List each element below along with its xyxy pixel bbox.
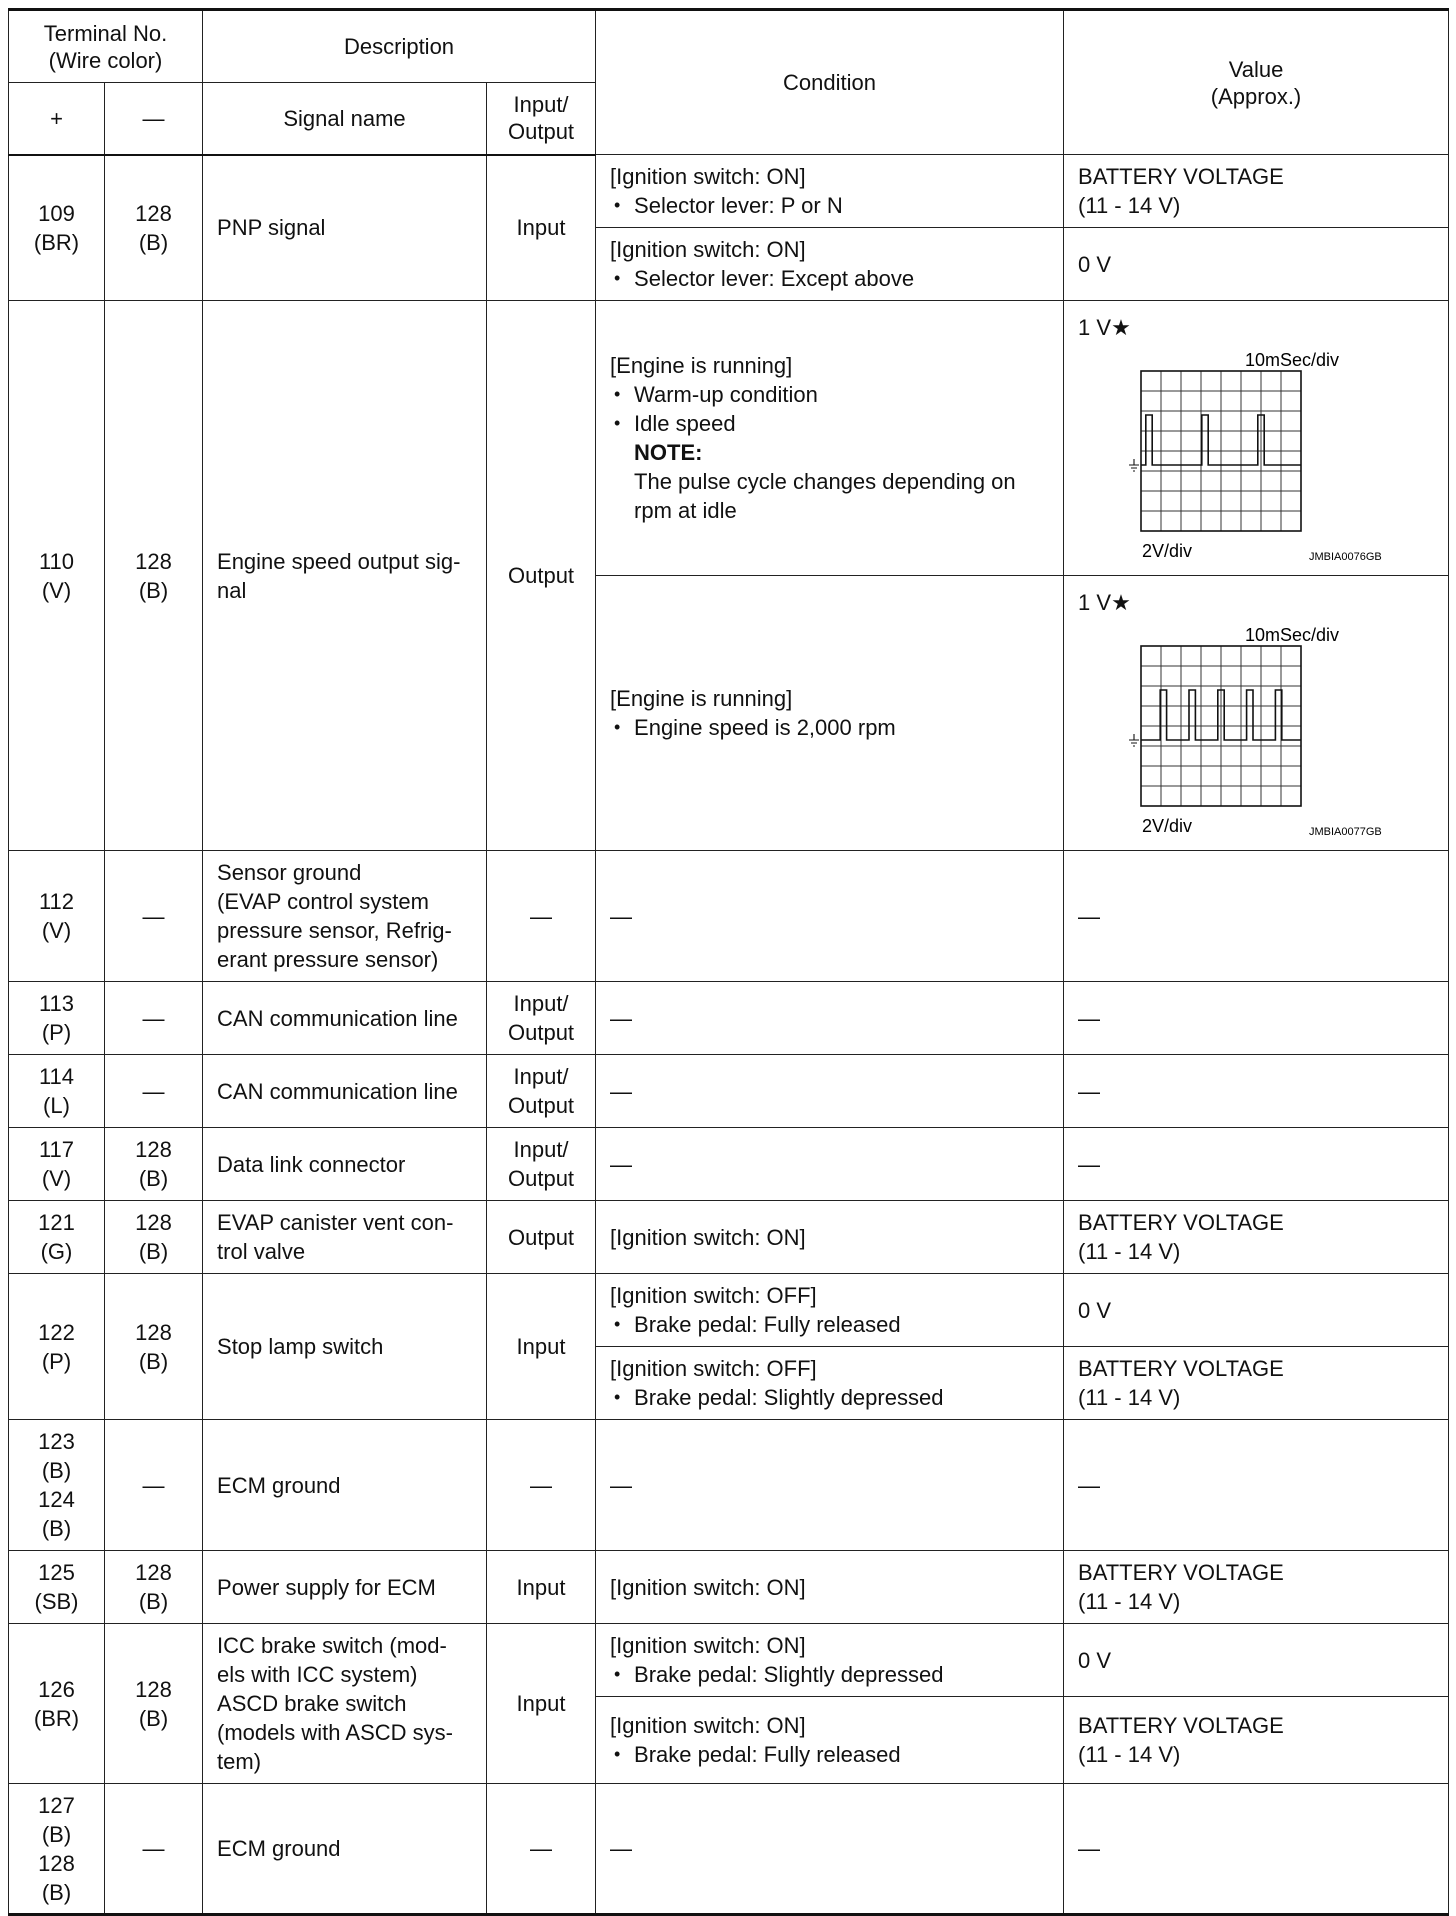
wire-color: (B) <box>41 1821 72 1847</box>
terminal-minus <box>105 1274 203 1420</box>
signal-name: Stop lamp switch <box>203 1274 487 1420</box>
condition-head: [Engine is running] <box>610 353 793 378</box>
oscilloscope-waveform-2000rpm <box>1064 576 1424 846</box>
wire-color: (B) <box>41 1516 72 1541</box>
terminal-plus <box>9 1784 105 1915</box>
scope-volt-div: 2V/div <box>1142 816 1193 836</box>
wire-color: (B) <box>138 1705 169 1731</box>
header-minus: — <box>105 83 203 155</box>
value: 0 V <box>1064 1624 1449 1697</box>
value-line: (11 - 14 V) <box>1078 1742 1181 1767</box>
header-value <box>1064 10 1449 155</box>
input-output: Output <box>487 1201 596 1274</box>
value <box>1064 301 1449 576</box>
terminal-plus <box>9 155 105 301</box>
input-output <box>487 1128 596 1201</box>
condition: [Ignition switch: ON] <box>596 1551 1064 1624</box>
signal-name: Power supply for ECM <box>203 1551 487 1624</box>
terminal-minus <box>105 155 203 301</box>
input-output <box>487 1055 596 1128</box>
condition-bullet: • Brake pedal: Fully released <box>610 1310 1055 1339</box>
terminal-number: 123 <box>38 1429 75 1454</box>
value-line: (11 - 14 V) <box>1078 1589 1181 1614</box>
scope-voltage: 1 V <box>1078 590 1112 615</box>
terminal-minus <box>105 1624 203 1784</box>
input-output: Input <box>487 1551 596 1624</box>
value: 0 V <box>1064 1274 1449 1347</box>
terminal-number: 117 <box>38 1137 75 1162</box>
io-line: Input/ <box>513 991 569 1016</box>
terminal-number: 114 <box>38 1064 75 1089</box>
signal-name <box>203 851 487 982</box>
wire-color: (B) <box>138 1166 169 1191</box>
terminal-minus: — <box>105 1055 203 1128</box>
input-output: Input <box>487 1624 596 1784</box>
signal-line: erant pressure sensor) <box>217 947 439 972</box>
terminal-minus <box>105 301 203 851</box>
condition <box>596 1624 1064 1697</box>
io-line: Output <box>508 1093 575 1118</box>
wire-color: (SB) <box>34 1589 79 1614</box>
header-row-1 <box>9 10 1449 83</box>
terminal-number: 128 <box>135 548 172 574</box>
signal-name: PNP signal <box>203 155 487 301</box>
table-row <box>9 1784 1449 1915</box>
header-io-line2: Output <box>508 119 575 145</box>
table-row <box>9 982 1449 1055</box>
figure-code: JMBIA0077GB <box>1309 826 1382 838</box>
wire-color: (V) <box>41 1166 72 1191</box>
signal-name: CAN communication line <box>203 982 487 1055</box>
terminal-minus: — <box>105 851 203 982</box>
condition-bullet: • Warm-up condition <box>610 380 1055 409</box>
signal-line: els with ICC system) <box>217 1662 418 1687</box>
terminal-plus <box>9 1420 105 1551</box>
table-row <box>9 1055 1449 1128</box>
ecm-terminal-table <box>8 8 1449 1916</box>
terminal-number: 127 <box>38 1792 75 1818</box>
scope-time-div: 10mSec/div <box>1245 350 1340 370</box>
terminal-plus <box>9 982 105 1055</box>
condition-head: [Ignition switch: ON] <box>610 164 806 189</box>
terminal-table-page <box>8 8 1448 1916</box>
terminal-number: 121 <box>38 1210 75 1235</box>
wire-color: (P) <box>41 1348 72 1374</box>
condition-bullet: • Selector lever: P or N <box>610 191 1055 220</box>
terminal-number: 126 <box>38 1676 75 1702</box>
condition: — <box>596 1784 1064 1915</box>
signal-name <box>203 1624 487 1784</box>
scope-voltage: 1 V <box>1078 315 1112 340</box>
terminal-plus <box>9 1624 105 1784</box>
value-line: (11 - 14 V) <box>1078 1239 1181 1264</box>
wire-color: (BR) <box>33 229 80 255</box>
input-output: Input <box>487 1274 596 1420</box>
input-output: Input <box>487 155 596 301</box>
value <box>1064 1697 1449 1784</box>
value-line: BATTERY VOLTAGE <box>1078 1713 1284 1738</box>
table-row <box>9 1624 1449 1697</box>
terminal-number: 128 <box>135 200 172 226</box>
condition <box>596 301 1064 576</box>
signal-line: Sensor ground <box>217 860 362 885</box>
wire-color: (B) <box>138 1239 169 1264</box>
signal-line: Engine speed output sig- <box>217 548 461 574</box>
terminal-plus <box>9 1128 105 1201</box>
condition-head: [Ignition switch: ON] <box>610 237 806 262</box>
header-value-line2: (Approx.) <box>1210 83 1302 109</box>
terminal-number: 110 <box>38 548 75 574</box>
condition-head: [Engine is running] <box>610 686 793 711</box>
condition-head: [Ignition switch: ON] <box>610 1633 806 1658</box>
table-row <box>9 155 1449 228</box>
table-row <box>9 301 1449 576</box>
note-label: NOTE: <box>634 440 703 465</box>
value <box>1064 1551 1449 1624</box>
condition-head: [Ignition switch: OFF] <box>610 1283 817 1308</box>
terminal-plus <box>9 1055 105 1128</box>
header-terminal-no <box>9 10 203 83</box>
terminal-number: 128 <box>38 1850 75 1876</box>
table-row <box>9 851 1449 982</box>
note-text: rpm at idle <box>634 498 737 523</box>
value-line: BATTERY VOLTAGE <box>1078 1210 1284 1235</box>
condition <box>596 228 1064 301</box>
terminal-minus: — <box>105 1784 203 1915</box>
input-output: — <box>487 1784 596 1915</box>
terminal-minus <box>105 1551 203 1624</box>
header-condition: Condition <box>596 10 1064 155</box>
value <box>1064 1347 1449 1420</box>
terminal-number: 128 <box>135 1560 172 1585</box>
header-signal-name: Signal name <box>203 83 487 155</box>
note-text: The pulse cycle changes depending on <box>634 469 1016 494</box>
signal-name: CAN communication line <box>203 1055 487 1128</box>
signal-name: ECM ground <box>203 1784 487 1915</box>
signal-line: EVAP canister vent con- <box>217 1210 454 1235</box>
condition-bullet: • Selector lever: Except above <box>610 264 1055 293</box>
condition: — <box>596 1128 1064 1201</box>
terminal-number: 124 <box>38 1487 75 1512</box>
value: — <box>1064 851 1449 982</box>
io-line: Input/ <box>513 1137 569 1162</box>
signal-line: ASCD brake switch <box>217 1691 407 1716</box>
condition <box>596 1274 1064 1347</box>
wire-color: (V) <box>41 577 72 603</box>
condition-head: [Ignition switch: OFF] <box>610 1356 817 1381</box>
signal-line: pressure sensor, Refrig- <box>217 918 452 943</box>
condition <box>596 1347 1064 1420</box>
scope-time-div: 10mSec/div <box>1245 625 1340 645</box>
input-output <box>487 982 596 1055</box>
terminal-plus <box>9 1551 105 1624</box>
value-line: BATTERY VOLTAGE <box>1078 1560 1284 1585</box>
value: — <box>1064 1784 1449 1915</box>
terminal-minus <box>105 1201 203 1274</box>
condition <box>596 1697 1064 1784</box>
header-io-line1: Input/ <box>513 92 569 118</box>
header-description: Description <box>203 10 596 83</box>
wire-color: (P) <box>41 1020 72 1045</box>
signal-name <box>203 1201 487 1274</box>
terminal-plus <box>9 1274 105 1420</box>
terminal-number: 125 <box>38 1560 75 1585</box>
value: — <box>1064 982 1449 1055</box>
signal-name: Data link connector <box>203 1128 487 1201</box>
condition <box>596 155 1064 228</box>
terminal-number: 112 <box>38 889 75 914</box>
table-row <box>9 1201 1449 1274</box>
header-terminal-line1: Terminal No. <box>43 20 168 46</box>
figure-code: JMBIA0076GB <box>1309 551 1382 563</box>
condition: — <box>596 851 1064 982</box>
condition: — <box>596 1420 1064 1551</box>
terminal-number: 128 <box>135 1210 172 1235</box>
terminal-plus <box>9 851 105 982</box>
value: — <box>1064 1055 1449 1128</box>
terminal-plus <box>9 1201 105 1274</box>
terminal-number: 128 <box>135 1319 172 1345</box>
terminal-number: 113 <box>38 991 75 1016</box>
condition-bullet: • Idle speed <box>610 409 1055 438</box>
wire-color: (B) <box>138 1348 169 1374</box>
input-output: Output <box>487 301 596 851</box>
value <box>1064 1201 1449 1274</box>
signal-name: ECM ground <box>203 1420 487 1551</box>
wire-color: (B) <box>138 1589 169 1614</box>
table-row <box>9 1420 1449 1551</box>
header-terminal-line2: (Wire color) <box>48 47 163 73</box>
value-line: (11 - 14 V) <box>1078 193 1181 218</box>
table-row <box>9 1551 1449 1624</box>
table-row <box>9 1274 1449 1347</box>
wire-color: (V) <box>41 918 72 943</box>
terminal-number: 128 <box>135 1137 172 1162</box>
star-icon: ★ <box>1111 590 1131 615</box>
terminal-number: 109 <box>38 200 75 226</box>
scope-volt-div: 2V/div <box>1142 541 1193 561</box>
header-input-output <box>487 83 596 155</box>
condition-head: [Ignition switch: ON] <box>610 1713 806 1738</box>
io-line: Output <box>508 1020 575 1045</box>
oscilloscope-waveform-idle <box>1064 301 1424 571</box>
value-line: BATTERY VOLTAGE <box>1078 1356 1284 1381</box>
ground-marker <box>1129 459 1139 471</box>
wire-color: (B) <box>41 1458 72 1483</box>
terminal-number: 122 <box>38 1319 75 1345</box>
condition-bullet: • Brake pedal: Slightly depressed <box>610 1383 1055 1412</box>
wire-color: (B) <box>138 577 169 603</box>
io-line: Input/ <box>513 1064 569 1089</box>
condition-bullet: • Brake pedal: Fully released <box>610 1740 1055 1769</box>
signal-line: ICC brake switch (mod- <box>217 1633 447 1658</box>
wire-color: (L) <box>43 1093 70 1118</box>
ground-marker <box>1129 734 1139 746</box>
header-plus: + <box>9 83 105 155</box>
signal-name <box>203 301 487 851</box>
value <box>1064 155 1449 228</box>
wire-color: (BR) <box>33 1705 80 1731</box>
value-line: (11 - 14 V) <box>1078 1385 1181 1410</box>
input-output: — <box>487 1420 596 1551</box>
condition: — <box>596 1055 1064 1128</box>
terminal-number: 128 <box>135 1676 172 1702</box>
wire-color: (G) <box>40 1239 73 1264</box>
condition: [Ignition switch: ON] <box>596 1201 1064 1274</box>
signal-line: nal <box>217 577 247 603</box>
terminal-plus <box>9 301 105 851</box>
value: — <box>1064 1420 1449 1551</box>
io-line: Output <box>508 1166 575 1191</box>
value: 0 V <box>1064 228 1449 301</box>
header-value-line1: Value <box>1228 56 1284 82</box>
signal-line: tem) <box>217 1749 262 1774</box>
wire-color: (B) <box>138 229 169 255</box>
value: — <box>1064 1128 1449 1201</box>
wire-color: (B) <box>41 1879 72 1905</box>
star-icon: ★ <box>1111 315 1131 340</box>
condition-bullet: • Engine speed is 2,000 rpm <box>610 713 1055 742</box>
condition: — <box>596 982 1064 1055</box>
signal-line: (EVAP control system <box>217 889 429 914</box>
value <box>1064 576 1449 851</box>
terminal-minus: — <box>105 1420 203 1551</box>
input-output: — <box>487 851 596 982</box>
signal-line: trol valve <box>217 1239 306 1264</box>
condition <box>596 576 1064 851</box>
condition-bullet: • Brake pedal: Slightly depressed <box>610 1660 1055 1689</box>
terminal-minus: — <box>105 982 203 1055</box>
terminal-minus <box>105 1128 203 1201</box>
value-line: BATTERY VOLTAGE <box>1078 164 1284 189</box>
signal-line: (models with ASCD sys- <box>217 1720 453 1745</box>
table-row <box>9 1128 1449 1201</box>
